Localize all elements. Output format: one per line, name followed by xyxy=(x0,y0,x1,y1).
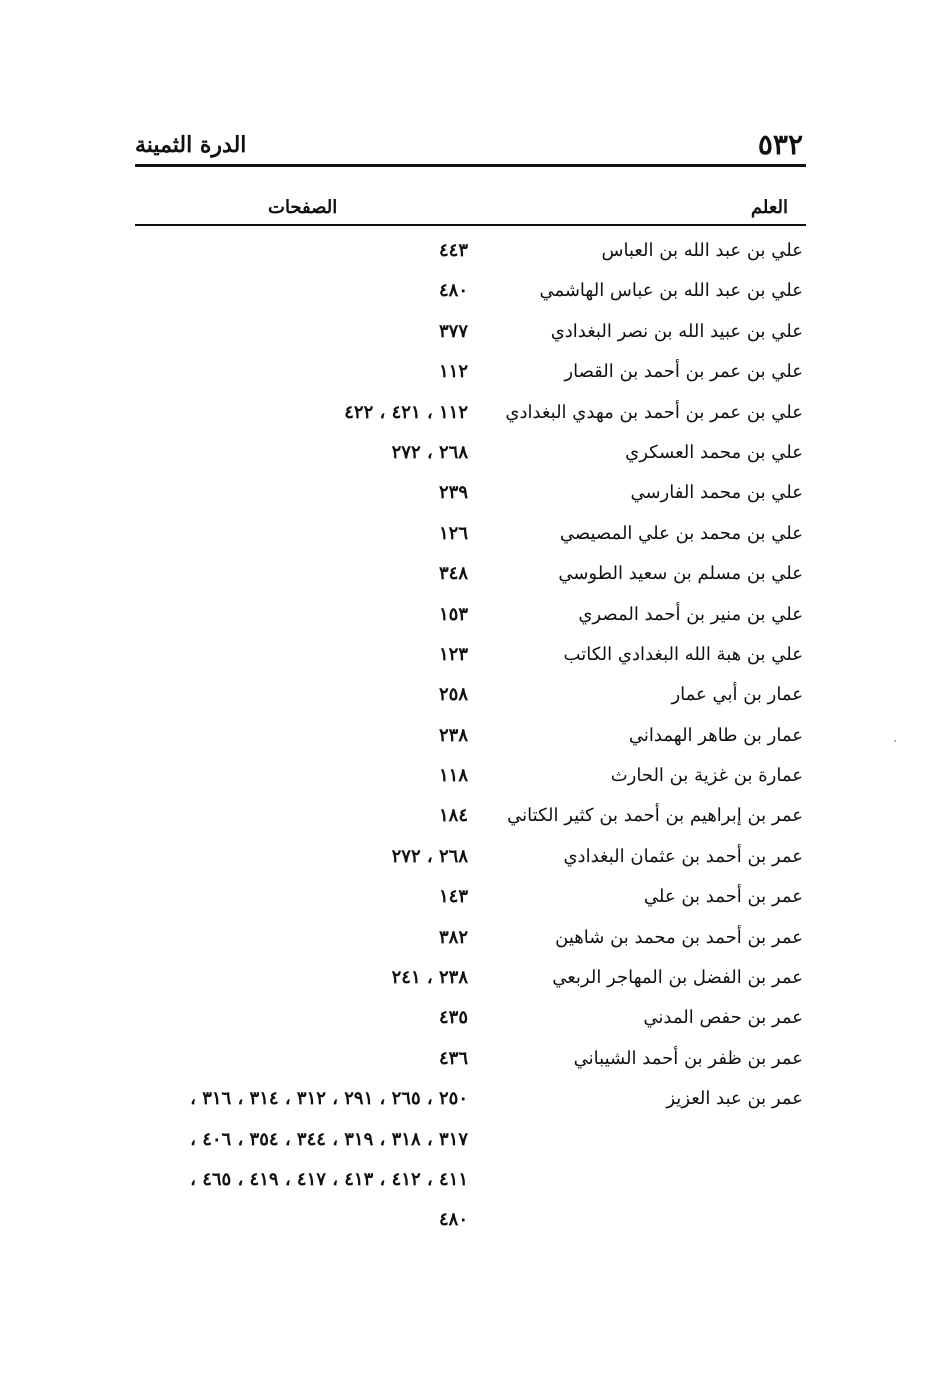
entry-pages: ١٢٦ xyxy=(438,522,468,544)
entry-pages: ١٨٤ xyxy=(438,805,468,827)
entry-name: عمار بن أبي عمار xyxy=(671,684,803,706)
entry-pages: ١١٨ xyxy=(438,765,468,787)
entry-line xyxy=(0,840,948,880)
entry-line xyxy=(0,1123,948,1163)
entry-pages: ٢٦٨ ، ٢٧٢ xyxy=(391,845,468,867)
entry-name: عمر بن إبراهيم بن أحمد بن كثير الكتاني xyxy=(507,805,803,827)
book-title: الدرة الثمينة xyxy=(135,132,247,158)
entry-line xyxy=(0,598,948,638)
entry-pages: ١١٢ ، ٤٢١ ، ٤٢٢ xyxy=(344,401,468,423)
index-entry xyxy=(0,517,948,557)
entry-name: علي بن عبد الله بن عباس الهاشمي xyxy=(539,280,803,302)
entry-line xyxy=(0,961,948,1001)
entry-name: عمر بن أحمد بن علي xyxy=(643,886,803,908)
entry-name: عمار بن طاهر الهمداني xyxy=(628,724,803,746)
entry-pages: ٢٣٩ xyxy=(438,482,468,504)
entry-line xyxy=(0,234,948,274)
index-entry xyxy=(0,1042,948,1082)
entry-line xyxy=(0,921,948,961)
entry-line xyxy=(0,1203,948,1243)
scan-speck xyxy=(894,740,896,742)
entry-line xyxy=(0,315,948,355)
entry-line xyxy=(0,638,948,678)
entry-line xyxy=(0,678,948,718)
entry-pages: ١١٢ xyxy=(438,361,468,383)
entry-pages: ١٥٣ xyxy=(438,603,468,625)
index-entry xyxy=(0,961,948,1001)
index-entry xyxy=(0,880,948,920)
entry-line xyxy=(0,517,948,557)
entry-name: عمر بن أحمد بن عثمان البغدادي xyxy=(563,845,803,867)
entry-name: عمر بن الفضل بن المهاجر الربعي xyxy=(552,967,803,989)
index-entry xyxy=(0,1082,948,1244)
entry-line xyxy=(0,557,948,597)
index-entry xyxy=(0,638,948,678)
entry-name: علي بن عبيد الله بن نصر البغدادي xyxy=(550,320,803,342)
entry-pages: ٤٣٦ xyxy=(438,1047,468,1069)
entry-name: علي بن هبة الله البغدادي الكاتب xyxy=(563,643,803,665)
entry-pages: ٣٤٨ xyxy=(438,563,468,585)
entry-name: علي بن محمد الفارسي xyxy=(630,482,803,504)
entry-line xyxy=(0,1082,948,1122)
entry-pages: ٤٨٠ xyxy=(438,1209,468,1231)
index-entry xyxy=(0,598,948,638)
entry-pages: ٣٧٧ xyxy=(438,320,468,342)
entry-name: عمر بن حفص المدني xyxy=(643,1007,803,1029)
entry-name: عمر بن أحمد بن محمد بن شاهين xyxy=(555,926,803,948)
index-entry xyxy=(0,396,948,436)
index-entry xyxy=(0,759,948,799)
index-entry xyxy=(0,436,948,476)
entry-pages: ١٤٣ xyxy=(438,886,468,908)
entry-pages: ٤١١ ، ٤١٢ ، ٤١٣ ، ٤١٧ ، ٤١٩ ، ٤٦٥ ، xyxy=(190,1168,468,1190)
entry-pages: ٢٦٨ ، ٢٧٢ xyxy=(391,441,468,463)
entry-line xyxy=(0,1001,948,1041)
entry-pages: ٤٨٠ xyxy=(438,280,468,302)
entry-pages: ٤٣٥ xyxy=(438,1007,468,1029)
entry-line xyxy=(0,436,948,476)
entry-line xyxy=(0,396,948,436)
entry-name: عمارة بن غزية بن الحارث xyxy=(610,765,803,787)
entry-name: علي بن مسلم بن سعيد الطوسي xyxy=(558,563,803,585)
entry-name: عمر بن عبد العزيز xyxy=(666,1088,803,1110)
entry-name: علي بن محمد بن علي المصيصي xyxy=(559,522,803,544)
entry-pages: ١٢٣ xyxy=(438,643,468,665)
entry-line xyxy=(0,759,948,799)
index-entry xyxy=(0,921,948,961)
index-entry xyxy=(0,840,948,880)
entry-line xyxy=(0,476,948,516)
entry-name: علي بن محمد العسكري xyxy=(625,441,803,463)
index-entry xyxy=(0,355,948,395)
entry-line xyxy=(0,799,948,839)
entry-line xyxy=(0,1163,948,1203)
index-entry xyxy=(0,1001,948,1041)
entry-line xyxy=(0,880,948,920)
entry-pages: ٢٥٨ xyxy=(438,684,468,706)
entry-pages: ٢٥٠ ، ٢٦٥ ، ٢٩١ ، ٣١٢ ، ٣١٤ ، ٣١٦ ، xyxy=(190,1088,468,1110)
index-entry xyxy=(0,476,948,516)
entry-pages: ٣٨٢ xyxy=(438,926,468,948)
page-number: ٥٣٢ xyxy=(757,128,803,161)
entry-pages: ٢٣٨ xyxy=(438,724,468,746)
index-entry xyxy=(0,557,948,597)
entry-name: علي بن منير بن أحمد المصري xyxy=(578,603,803,625)
index-entry xyxy=(0,315,948,355)
entry-name: علي بن عمر بن أحمد بن القصار xyxy=(564,361,803,383)
entry-line xyxy=(0,1042,948,1082)
entry-pages: ٣١٧ ، ٣١٨ ، ٣١٩ ، ٣٤٤ ، ٣٥٤ ، ٤٠٦ ، xyxy=(190,1128,468,1150)
entry-line xyxy=(0,719,948,759)
index-entry xyxy=(0,234,948,274)
header-rule xyxy=(135,164,806,167)
entry-name: عمر بن ظفر بن أحمد الشيباني xyxy=(573,1047,803,1069)
column-header-rule xyxy=(135,224,806,226)
entry-line xyxy=(0,274,948,314)
entry-pages: ٤٤٣ xyxy=(438,240,468,261)
index-entry xyxy=(0,719,948,759)
entry-line xyxy=(0,355,948,395)
entry-pages: ٢٣٨ ، ٢٤١ xyxy=(391,967,468,989)
entry-name: علي بن عبد الله بن العباس xyxy=(601,240,803,261)
index-entries xyxy=(0,234,948,1244)
index-entry xyxy=(0,799,948,839)
entry-name: علي بن عمر بن أحمد بن مهدي البغدادي xyxy=(505,401,803,423)
index-entry xyxy=(0,678,948,718)
index-entry xyxy=(0,274,948,314)
column-header-pages: الصفحات xyxy=(268,197,338,218)
column-header-name: العلم xyxy=(750,197,788,218)
